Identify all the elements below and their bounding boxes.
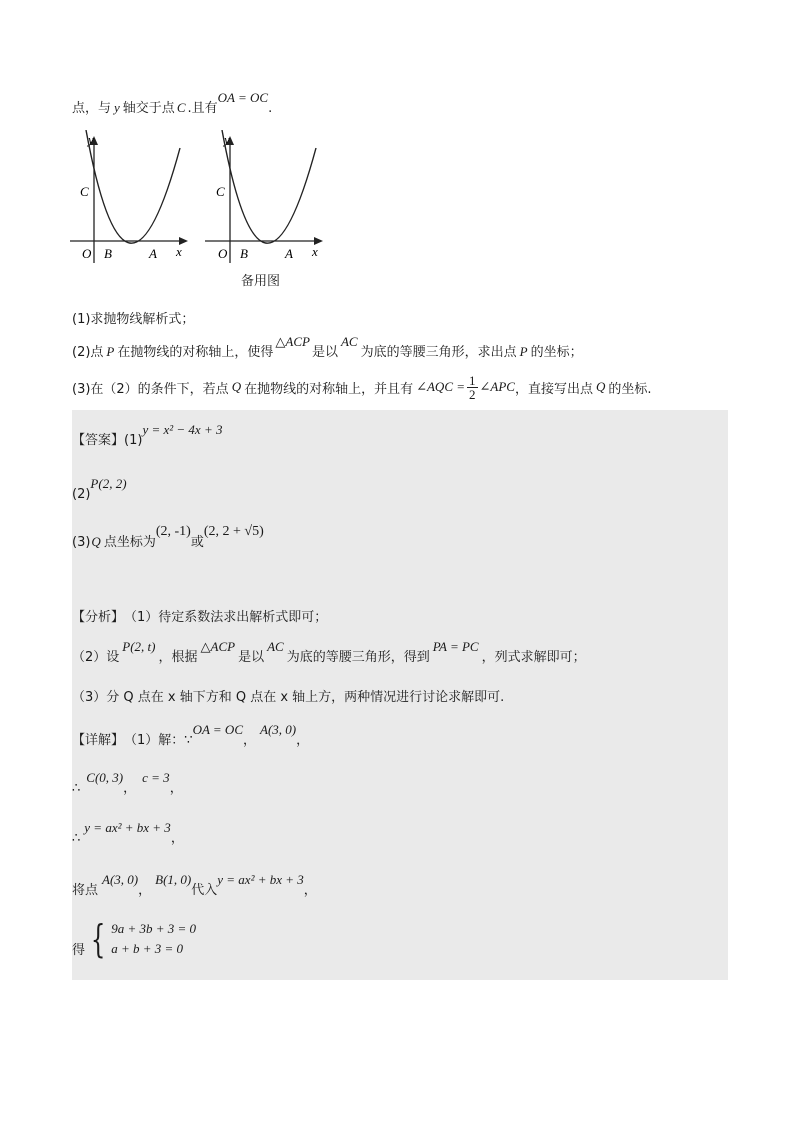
detail-4-p1: A(3, 0) [102,872,139,887]
detail-line-5 [72,916,196,962]
graph-caption: 备用图 [241,274,281,289]
analysis-2-e: ，列式求解即可； [481,650,586,665]
analysis-2-ac: AC [267,639,284,654]
question-1: (1)求抛物线解析式； [72,312,195,327]
analysis-2-d: 为底的等腰三角形，得到 [286,650,430,665]
question-2 [72,336,583,360]
q3-q2: Q [595,379,606,394]
answer-3-v1: (2, -1) [155,524,191,539]
graph-right-c: C [216,184,225,199]
graph-left-a: A [149,246,157,261]
equation-system-brace: { [90,917,106,961]
answer-1: y = x² − 4x + 3 [142,422,223,437]
answer-label: 【答案】 [72,433,125,448]
intro-end: . [268,101,273,116]
answer-3-or: 或 [190,535,204,550]
analysis-1: （1）待定系数法求出解析式即可； [124,610,328,625]
answer-3-q: Q [91,534,101,549]
analysis-2-a: （2）设 [72,650,120,665]
detail-4-end: ， [303,883,317,898]
detail-line-2 [72,770,183,796]
q3-frac-den: 2 [469,386,476,402]
detail-2-a: ∴ [72,781,81,796]
parabola-graph-left [70,130,195,265]
graph-right-o: O [218,246,228,261]
intro-y: y [114,100,120,115]
detail-4-p2: B(1, 0) [155,872,192,887]
q2-p: P [106,344,115,359]
detail-4-b: 代入 [191,883,218,898]
analysis-line-3: （3）分 Q 点在 x 轴下方和 Q 点在 x 轴上方，两种情况进行讨论求解即可. [72,690,505,705]
detail-4-sep: ， [138,883,152,898]
detail-label: 【详解】 [72,733,125,748]
detail-1-sep: ， [243,733,257,748]
system-eq-2: a + b + 3 = 0 [111,941,184,956]
detail-line-3 [72,820,184,846]
detail-1-pt: A(3, 0) [260,722,297,737]
detail-3-a: ∴ [72,831,81,846]
detail-2-sep: ， [123,781,137,796]
detail-line-4 [72,872,317,898]
detail-3-eq: y = ax² + bx + 3 [84,820,171,835]
intro-formula: OA = OC [217,90,269,105]
answer-3-v2: (2, 2 + √5) [203,524,264,539]
system-eq-1: 9a + 3b + 3 = 0 [111,921,197,936]
q2-d: 为底的等腰三角形，求出点 [360,345,517,360]
analysis-2-b: ，根据 [158,650,198,665]
q2-p2: P [519,344,528,359]
graph-right-y: y [224,132,230,147]
detail-2-eq: c = 3 [142,770,170,785]
intro-middle: 轴交于点 [122,101,175,116]
detail-1-a: （1）解：∵ [124,733,193,748]
q3-c: ，直接写出点 [514,381,593,397]
answer-2-num: (2) [72,487,91,502]
graph-right-x: x [312,244,318,259]
intro-c: C [176,100,186,115]
equation-system [111,919,196,959]
analysis-2-c: 是以 [238,650,265,665]
detail-4-eq: y = ax² + bx + 3 [217,872,304,887]
q3-q: Q [231,379,242,394]
q2-b: 在抛物线的对称轴上，使得 [117,345,274,360]
answer-3-text: 点坐标为 [103,535,156,550]
answer-2: P(2, 2) [90,476,127,491]
q2-e: 的坐标； [530,345,583,360]
detail-4-a: 将点 [72,883,99,898]
graph-left-c: C [80,184,89,199]
q3-b: 在抛物线的对称轴上，并且有 [244,381,414,397]
graph-right-a: A [285,246,293,261]
detail-line-1 [72,722,309,748]
q3-d: 的坐标. [608,381,652,397]
q3-fraction [467,374,478,401]
detail-1-end: ， [296,733,310,748]
graph-left-x: x [176,244,182,259]
answer-1-num: (1) [124,433,143,448]
q3-angle2: ∠APC [479,379,515,394]
q2-c: 是以 [311,345,338,360]
graph-right-b: B [240,246,248,261]
detail-2-pt: C(0, 3) [86,770,124,785]
question-3 [72,372,652,402]
analysis-2-p: P(2, t) [122,639,156,654]
q2-a: (2)点 [72,345,104,360]
q2-tri: △ACP [275,334,310,349]
q3-angle1: ∠AQC = [416,379,466,394]
graph-left-o: O [82,246,92,261]
detail-3-end: ， [170,831,184,846]
parabola-graph-right [205,130,330,265]
detail-1-eq: OA = OC [192,722,243,737]
analysis-2-eq: PA = PC [432,639,479,654]
q3-frac-num: 1 [469,372,476,388]
analysis-line-1 [72,606,327,625]
detail-5-a: 得 [72,942,86,958]
answer-line-2 [72,478,127,502]
detail-2-end: ， [169,781,183,796]
analysis-label: 【分析】 [72,610,125,625]
answer-line-1 [72,424,222,448]
q2-ac: AC [340,334,358,349]
analysis-2-tri: △ACP [200,639,236,654]
answer-3-num: (3) [72,535,91,550]
intro-line [72,92,272,116]
q3-a: (3)在（2）的条件下，若点 [72,381,229,397]
analysis-line-2 [72,637,586,665]
graph-left-b: B [104,246,112,261]
intro-prefix: 点，与 [72,101,112,116]
graph-left-y: y [88,132,94,147]
intro-suffix: .且有 [187,101,218,116]
answer-line-3 [72,526,264,550]
